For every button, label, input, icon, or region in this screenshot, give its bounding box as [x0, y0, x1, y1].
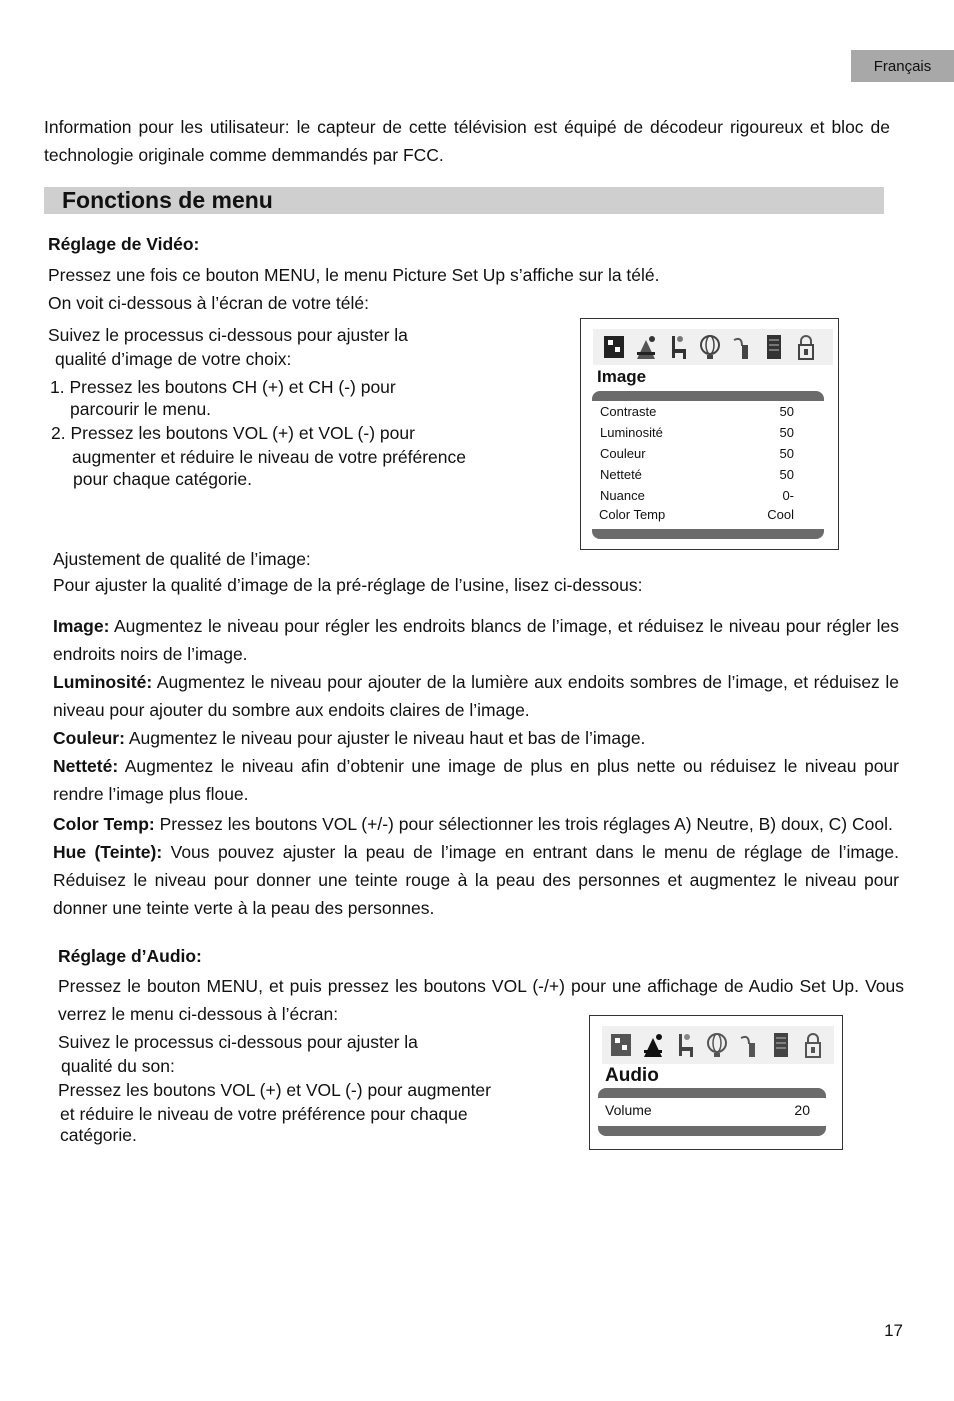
menu-row-brightness: Luminosité 50 — [600, 425, 794, 440]
definition-sharpness: Netteté: Augmentez le niveau afin d’obtenir une image de plus en plus nette ou réduisez le niveau pour rendre l’image plus floue. — [53, 756, 899, 804]
menu-bottom-bar — [592, 529, 824, 539]
audio-menu-top-bar — [598, 1088, 826, 1098]
definition-brightness: Luminosité: Augmentez le niveau pour ajouter de la lumière aux endoits sombres de l’image, et réduisez le niveau pour ajouter du sombre aux endoits claires de l’image. — [53, 672, 899, 720]
menu-row-contrast: Contraste 50 — [600, 404, 794, 419]
chair-icon — [672, 1030, 698, 1060]
menu-row-tint: Nuance 0- — [600, 488, 794, 503]
audio-steps-5: catégorie. — [60, 1125, 137, 1145]
menu-title: Image — [597, 367, 647, 386]
audio-menu-bottom-bar — [598, 1126, 826, 1136]
audio-steps-3: Pressez les boutons VOL (+) et VOL (-) pour augmenter — [58, 1080, 491, 1100]
audio-steps-1: Suivez le processus ci-dessous pour ajuster la — [58, 1032, 418, 1052]
page-number: 17 — [884, 1321, 903, 1340]
globe-icon — [697, 332, 723, 362]
document-icon — [761, 332, 787, 362]
audio-steps-4: et réduire le niveau de votre préférence pour chaque — [60, 1104, 468, 1124]
globe-icon — [704, 1030, 730, 1060]
lock-icon — [800, 1030, 826, 1060]
chair-icon — [665, 332, 691, 362]
steps-intro-1: Suivez le processus ci-dessous pour ajuster la — [48, 325, 408, 345]
menu-top-bar — [592, 391, 824, 401]
menu-icon-row — [593, 329, 833, 365]
antenna-icon — [736, 1030, 762, 1060]
definition-color: Couleur: Augmentez le niveau pour ajuster le niveau haut et bas de l’image. — [53, 728, 646, 748]
video-line-2: On voit ci-dessous à l’écran de votre télé: — [48, 293, 369, 313]
step-2-b: augmenter et réduire le niveau de votre préférence — [72, 447, 466, 467]
adjust-line-2: Pour ajuster la qualité d’image de la pré-réglage de l’usine, lisez ci-dessous: — [53, 575, 643, 595]
audio-menu-title: Audio — [605, 1065, 659, 1086]
image-menu-screenshot — [580, 318, 839, 550]
audio-heading: Réglage d’Audio: — [58, 946, 202, 966]
step-2-a: 2. Pressez les boutons VOL (+) et VOL (-) pour — [51, 423, 415, 443]
lock-icon — [793, 332, 819, 362]
audio-steps-2: qualité du son: — [61, 1056, 175, 1076]
step-1-a: 1. Pressez les boutons CH (+) et CH (-) pour — [50, 377, 396, 397]
definitions-list — [53, 612, 899, 922]
audio-steps — [58, 1030, 491, 1147]
step-2-a-row — [48, 421, 497, 445]
sound-icon — [640, 1030, 666, 1060]
step-2-c: pour chaque catégorie. — [73, 469, 253, 489]
definition-color-temp: Color Temp: Pressez les boutons VOL (+/-) pour sélectionner les trois réglages A) Neutre, B) doux, C) Cool. — [53, 814, 893, 834]
audio-menu-icon-row — [602, 1026, 834, 1064]
definition-hue: Hue (Teinte): Vous pouvez ajuster la peau de l’image en entrant dans le menu de réglage de l’image. Réduisez le niveau pour donner une teinte rouge à la peau des personnes et augmentez le niveau pour donner une teinte verte à la peau des personnes. — [53, 842, 899, 918]
language-tab: Français — [851, 50, 954, 82]
audio-menu-row-volume: Volume 20 — [605, 1102, 810, 1118]
picture-icon — [601, 332, 627, 362]
section-title: Fonctions de menu — [44, 187, 884, 214]
intro-paragraph: Information pour les utilisateur: le capteur de cette télévision est équipé de décodeur rigoureux et bloc de technologie originale comme demmandés par FCC. — [44, 117, 890, 165]
adjust-line-1: Ajustement de qualité de l’image: — [53, 549, 311, 569]
video-steps — [48, 323, 497, 491]
sound-icon — [633, 332, 659, 362]
menu-row-color-temp: Color Temp Cool — [599, 507, 794, 522]
video-heading: Réglage de Vidéo: — [48, 234, 200, 254]
menu-row-color: Couleur 50 — [600, 446, 794, 461]
steps-intro-2: qualité d’image de votre choix: — [55, 349, 292, 369]
document-icon — [768, 1030, 794, 1060]
step-1-b: parcourir le menu. — [70, 399, 212, 419]
menu-row-sharpness: Netteté 50 — [600, 467, 794, 482]
definition-image: Image: Augmentez le niveau pour régler les endroits blancs de l’image, et réduisez le niveau pour régler les endroits noirs de l’image. — [53, 616, 899, 664]
antenna-icon — [729, 332, 755, 362]
video-line-1: Pressez une fois ce bouton MENU, le menu Picture Set Up s’affiche sur la télé. — [48, 265, 660, 285]
audio-menu-screenshot — [589, 1015, 843, 1150]
picture-icon — [608, 1030, 634, 1060]
audio-line-1: Pressez le bouton MENU, et puis pressez les boutons VOL (-/+) pour une affichage de Audio Set Up. Vous verrez le menu ci-dessous à l’écran: — [58, 976, 904, 1024]
